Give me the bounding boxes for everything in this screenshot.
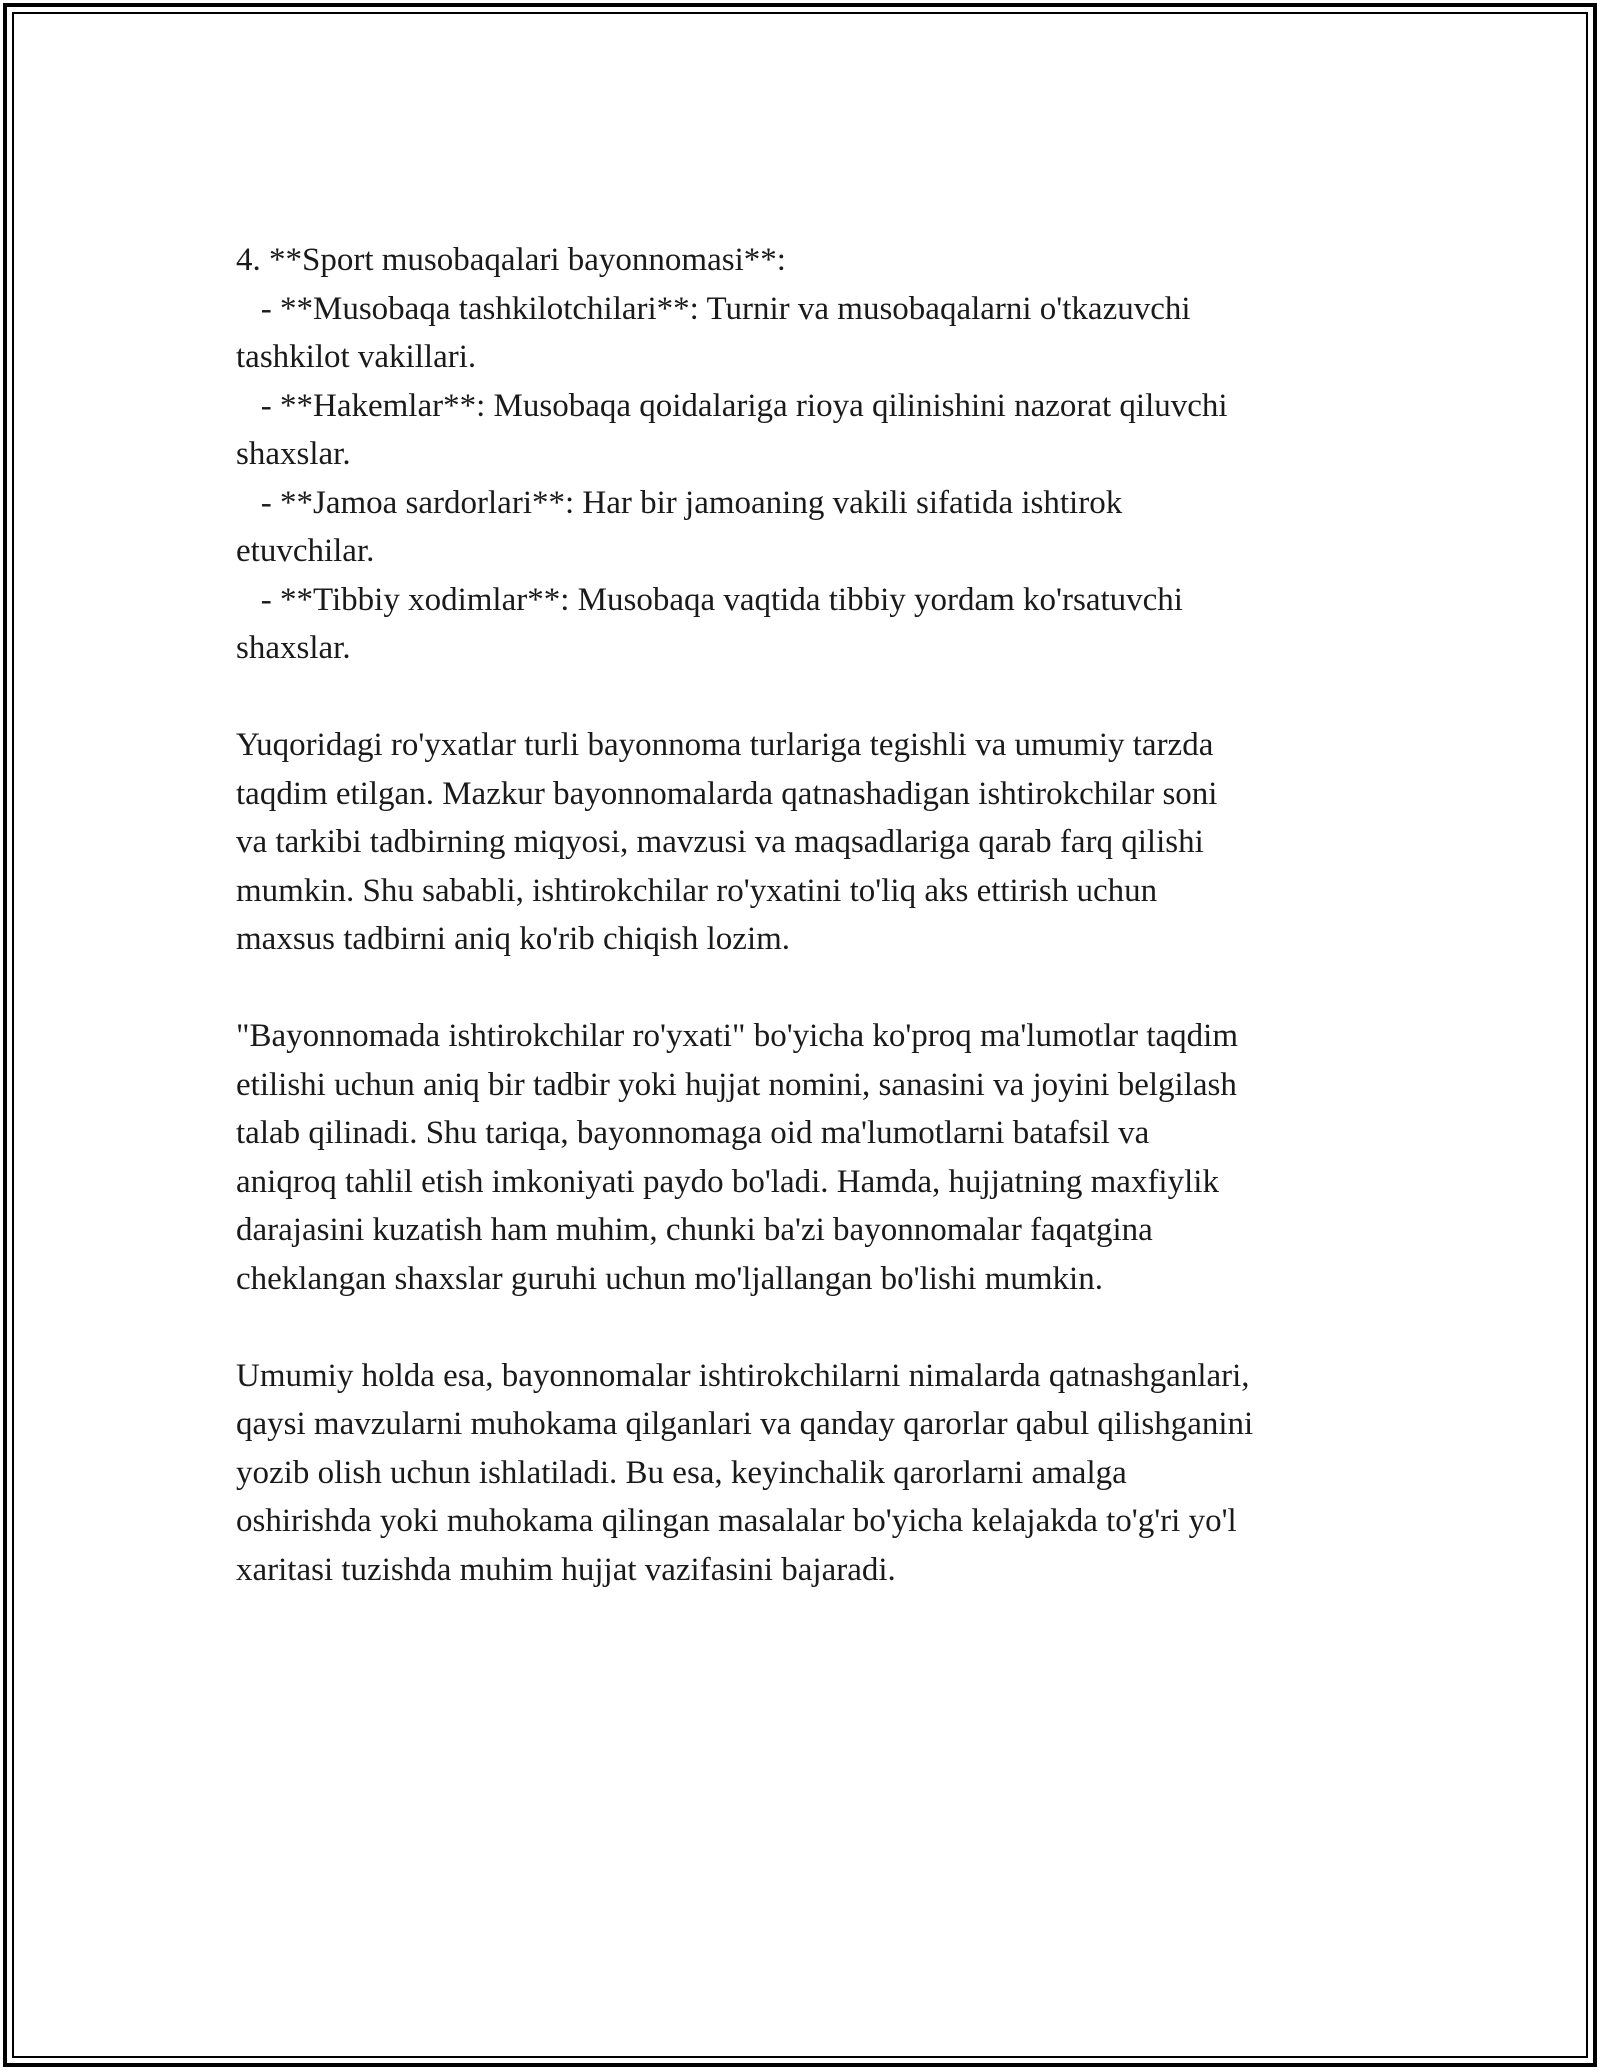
paragraph-line: Yuqoridagi ro'yxatlar turli bayonnoma turlariga tegishli va umumiy tarzda bbox=[236, 727, 1214, 763]
paragraph-line: mumkin. Shu sababli, ishtirokchilar ro'yxatini to'liq aks ettirish uchun bbox=[236, 872, 1158, 909]
paragraph-line: taqdim etilgan. Mazkur bayonnomalarda qatnashadigan ishtirokchilar soni bbox=[236, 775, 1218, 812]
paragraph-line: qaysi mavzularni muhokama qilganlari va qanday qarorlar qabul qilishganini bbox=[236, 1406, 1254, 1442]
paragraph-details bbox=[236, 1012, 1416, 1303]
paragraph-line: "Bayonnomada ishtirokchilar ro'yxati" bo'yicha ko'proq ma'lumotlar taqdim bbox=[236, 1018, 1239, 1054]
paragraph-line: xaritasi tuzishda muhim hujjat vazifasini bajaradi. bbox=[236, 1551, 896, 1588]
list-item-line: - **Tibbiy xodimlar**: Musobaqa vaqtida tibbiy yordam ko'rsatuvchi bbox=[236, 581, 1183, 618]
paragraph-line: Umumiy holda esa, bayonnomalar ishtirokchilarni nimalarda qatnashganlari, bbox=[236, 1357, 1250, 1394]
paragraph-line: talab qilinadi. Shu tariqa, bayonnomaga oid ma'lumotlarni batafsil va bbox=[236, 1115, 1150, 1151]
sport-participants-list bbox=[236, 236, 1416, 673]
paragraph-line: yozib olish uchun ishlatiladi. Bu esa, keyinchalik qarorlarni amalga bbox=[236, 1454, 1127, 1491]
list-item-line: - **Jamoa sardorlari**: Har bir jamoaning vakili sifatida ishtirok bbox=[236, 484, 1123, 521]
paragraph-line: cheklangan shaxslar guruhi uchun mo'ljallangan bo'lishi mumkin. bbox=[236, 1260, 1103, 1297]
list-item-line: tashkilot vakillari. bbox=[236, 339, 477, 375]
list-item-line: etuvchilar. bbox=[236, 533, 375, 569]
list-item-line: - **Hakemlar**: Musobaqa qoidalariga rioya qilinishini nazorat qiluvchi bbox=[236, 387, 1228, 424]
document-body bbox=[236, 236, 1416, 1643]
list-item-line: - **Musobaqa tashkilotchilari**: Turnir va musobaqalarni o'tkazuvchi bbox=[236, 290, 1191, 327]
paragraph-line: oshirishda yoki muhokama qilingan masalalar bo'yicha kelajakda to'g'ri yo'l bbox=[236, 1503, 1237, 1539]
paragraph-line: etilishi uchun aniq bir tadbir yoki hujjat nomini, sanasini va joyini belgilash bbox=[236, 1066, 1237, 1103]
list-item-line: shaxslar. bbox=[236, 436, 351, 472]
paragraph-conclusion bbox=[236, 1352, 1416, 1595]
paragraph-line: va tarkibi tadbirning miqyosi, mavzusi va maqsadlariga qarab farq qilishi bbox=[236, 824, 1204, 860]
paragraph-line: maxsus tadbirni aniq ko'rib chiqish lozim. bbox=[236, 921, 791, 957]
paragraph-line: darajasini kuzatish ham muhim, chunki ba'zi bayonnomalar faqatgina bbox=[236, 1212, 1153, 1248]
list-item-line: shaxslar. bbox=[236, 630, 351, 666]
paragraph-line: aniqroq tahlil etish imkoniyati paydo bo'ladi. Hamda, hujjatning maxfiylik bbox=[236, 1163, 1219, 1200]
section-heading: 4. **Sport musobaqalari bayonnomasi**: bbox=[236, 242, 786, 278]
paragraph-summary bbox=[236, 721, 1416, 964]
